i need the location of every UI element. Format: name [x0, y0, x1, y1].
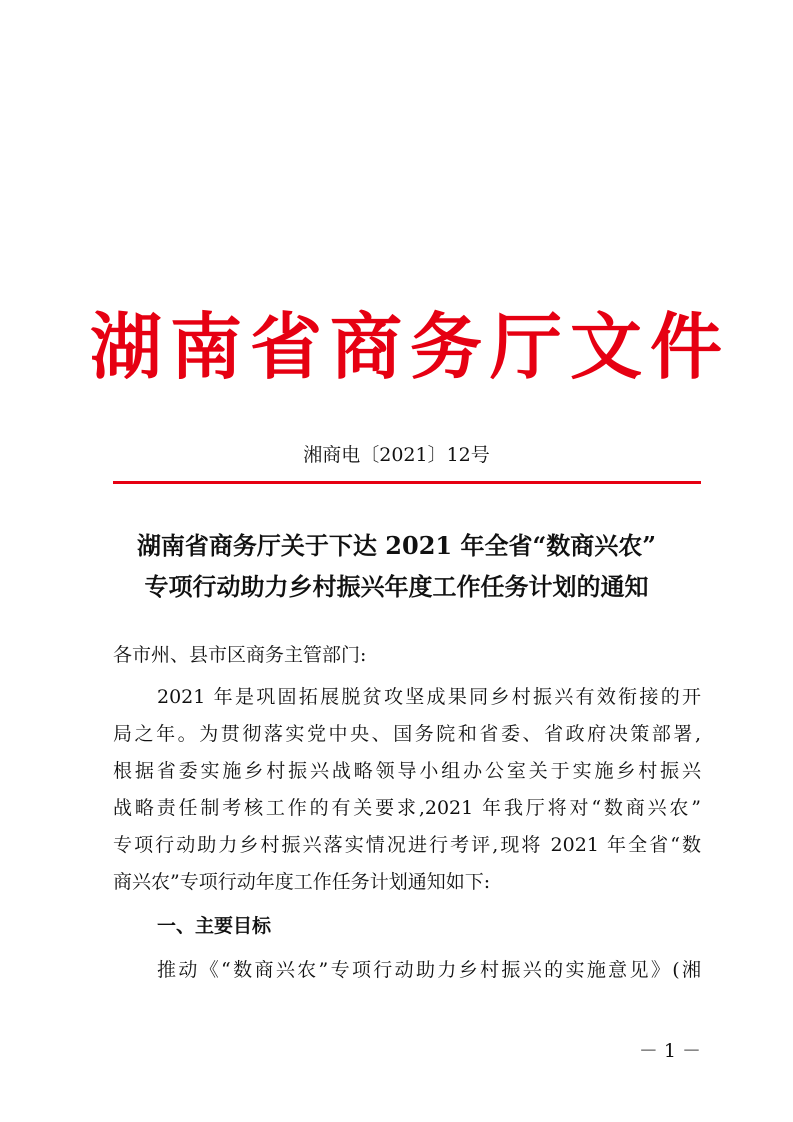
paragraph-line: 2021 年是巩固拓展脱贫攻坚成果同乡村振兴有效衔接的开 — [157, 686, 701, 708]
section-heading: 一、主要目标 — [157, 915, 272, 937]
paragraph-line: 局之年。为贯彻落实党中央、国务院和省委、省政府决策部署, — [113, 723, 701, 745]
notice-title-line-2: 专项行动助力乡村振兴年度工作任务计划的通知 — [144, 572, 649, 601]
paragraph-line: 战略责任制考核工作的有关要求,2021 年我厅将对“数商兴农” — [113, 797, 701, 819]
paragraph-line: 根据省委实施乡村振兴战略领导小组办公室关于实施乡村振兴 — [113, 760, 701, 782]
paragraph-line: 商兴农”专项行动年度工作任务计划通知如下: — [113, 871, 491, 893]
masthead-title: 湖南省商务厅文件 — [90, 304, 731, 389]
paragraph-line: 推动《“数商兴农”专项行动助力乡村振兴的实施意见》(湘 — [157, 959, 701, 981]
page-number: － 1 － — [638, 1040, 701, 1062]
red-separator-line — [113, 481, 701, 484]
notice-title-line-1: 湖南省商务厅关于下达 2021 年全省“数商兴农” — [136, 531, 657, 560]
paragraph-line: 专项行动助力乡村振兴落实情况进行考评,现将 2021 年全省“数 — [113, 834, 701, 856]
salutation: 各市州、县市区商务主管部门: — [113, 644, 367, 666]
document-number: 湘商电〔2021〕12号 — [303, 444, 490, 466]
